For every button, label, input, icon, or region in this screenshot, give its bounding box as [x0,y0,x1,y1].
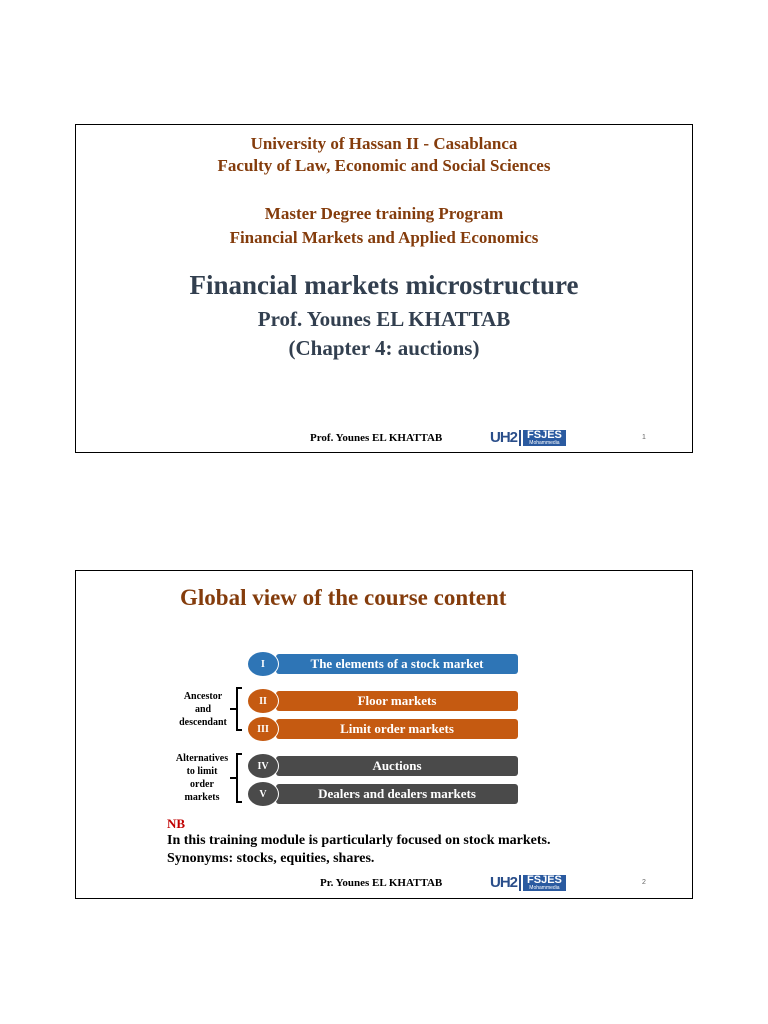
group-label-ancestor [168,690,238,729]
item-number-1: I [247,651,279,677]
group-bracket-tick-1 [230,708,236,710]
chapter-label: (Chapter 4: auctions) [288,336,480,360]
slide-footer: Pr. Younes EL KHATTAB [320,877,443,889]
course-title: Financial markets microstructure [189,270,579,300]
group1-line3: descendant [179,717,227,728]
logo-divider [519,430,521,446]
group-bracket-1 [236,687,242,731]
logo-divider [519,875,521,891]
group2-line4: markets [184,792,220,803]
uh2-mark: UH2 [490,429,518,446]
slide-footer: Prof. Younes EL KHATTAB [310,432,443,444]
page-number: 1 [642,434,646,441]
mohammedia-text: Mohammedia [529,885,560,891]
program-name: Financial Markets and Applied Economics [229,228,539,247]
fsjes-text: FSJES [527,874,562,886]
fsjes-text: FSJES [527,429,562,441]
group-label-alternatives [167,752,237,804]
program-label: Master Degree training Program [264,204,504,223]
item-number-5: V [247,781,279,807]
fsjes-badge [523,430,566,446]
group1-line1: Ancestor [183,691,223,702]
item-bar-2: Floor markets [276,691,518,711]
nb-line-2: Synonyms: stocks, equities, shares. [167,851,375,866]
mohammedia-text: Mohammedia [529,440,560,446]
item-bar-4: Auctions [276,756,518,776]
fsjes-logo [490,874,566,891]
group1-line2: and [194,704,212,715]
item-bar-5: Dealers and dealers markets [276,784,518,804]
slide-title: Global view of the course content [180,585,507,610]
group2-line3: order [190,779,214,790]
group2-line2: to limit [186,766,218,777]
item-bar-1: The elements of a stock market [276,654,518,674]
nb-line-1: In this training module is particularly focused on stock markets. [167,833,551,848]
slide-2 [75,570,693,899]
group2-line1: Alternatives [175,753,229,764]
item-number-4: IV [247,753,279,779]
fsjes-badge [523,875,566,891]
fsjes-logo [490,429,566,446]
group-bracket-tick-2 [230,777,236,779]
group-bracket-2 [236,753,242,803]
slide-1 [75,124,693,453]
page-number: 2 [642,879,646,886]
item-bar-3: Limit order markets [276,719,518,739]
nb-label: NB [167,816,186,831]
professor-name: Prof. Younes EL KHATTAB [257,307,511,331]
uh2-mark: UH2 [490,874,518,891]
item-number-2: II [247,688,279,714]
item-number-3: III [247,716,279,742]
faculty-name: Faculty of Law, Economic and Social Sciences [217,156,551,175]
university-name: University of Hassan II - Casablanca [250,134,518,153]
